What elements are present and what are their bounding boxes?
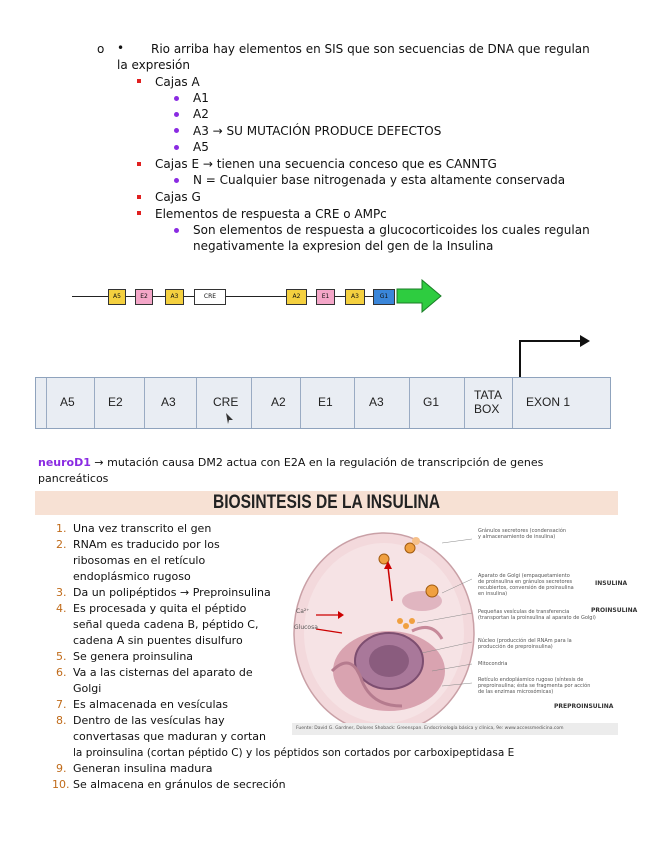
step-number: 2.: [56, 538, 67, 551]
stage-insulina: INSULINA: [595, 580, 628, 587]
step-number: 8.: [56, 714, 67, 727]
strip-label: E1: [318, 395, 333, 409]
step-text: RNAm es traducido por los: [73, 538, 220, 551]
purple-bullet-icon: [174, 96, 179, 101]
gene-box: G1: [373, 289, 395, 305]
intro-line: Rio arriba hay elementos en SIS que son secuencias de DNA que regulan: [151, 42, 590, 56]
beta-cell-figure: [292, 521, 638, 735]
step-text: Generan insulina madura: [73, 762, 213, 775]
dna-line: [184, 296, 194, 297]
purple-bullet-icon: [174, 178, 179, 183]
promoter-strip: [35, 377, 611, 429]
strip-label: A3: [369, 395, 384, 409]
purple-bullet-icon: [174, 128, 179, 133]
label-vesiculas: (transportan la proinsulina al aparato de Golgi): [478, 615, 596, 621]
gene-box: E1: [316, 289, 335, 305]
cre-elements: Elementos de respuesta a CRE o AMPc: [155, 207, 387, 221]
gene-box: A3: [345, 289, 365, 305]
dna-line: [153, 296, 165, 297]
step-text: Una vez transcrito el gen: [73, 522, 212, 535]
cajas-e: Cajas E → tienen una secuencia conceso que es CANNTG: [155, 157, 497, 171]
strip-divider: [354, 378, 355, 428]
outline-bullet-dot: •: [117, 41, 125, 55]
strip-label: G1: [423, 395, 440, 409]
step-text: ribosomas en el retículo: [73, 554, 206, 567]
step-text: Se genera proinsulina: [73, 650, 194, 663]
strip-divider: [196, 378, 197, 428]
step-text: señal queda cadena B, péptido C,: [73, 618, 259, 631]
dna-line: [72, 296, 108, 297]
strip-divider: [409, 378, 410, 428]
strip-label: E2: [108, 395, 123, 409]
neuro-line: [38, 455, 543, 471]
n-definition: N = Cualquier base nitrogenada y esta altamente conservada: [193, 173, 566, 187]
strip-divider: [512, 378, 513, 428]
gene-box: A2: [286, 289, 307, 305]
red-bullet-icon: [137, 79, 141, 83]
label-golgi: en insulina): [478, 591, 508, 597]
exon-arrow-icon: [396, 279, 442, 313]
gene-box: E2: [135, 289, 153, 305]
step-text: Va a las cisternas del aparato de: [73, 666, 253, 679]
label-glucosa: Glucosa: [294, 624, 318, 631]
neuro-text: → mutación causa DM2 actua con E2A en la regulación de transcripción de genes: [90, 456, 544, 469]
transcription-start-arrow-icon: [510, 333, 590, 379]
gene-box: A5: [108, 289, 126, 305]
strip-divider: [464, 378, 465, 428]
step-text: Da un polipéptidos → Preproinsulina: [73, 586, 271, 599]
strip-label-box: BOX: [474, 402, 500, 416]
label-nucleo: producción de preproinsulina): [478, 644, 553, 650]
step-number: 7.: [56, 698, 67, 711]
purple-bullet-icon: [174, 228, 179, 233]
step-number: 9.: [56, 762, 67, 775]
purple-bullet-icon: [174, 112, 179, 117]
step-text: cadena A sin puentes disulfuro: [73, 634, 243, 647]
stage-preproinsulina: PREPROINSULINA: [554, 703, 614, 710]
step-number: 5.: [56, 650, 67, 663]
step-number: 10.: [52, 778, 70, 791]
item-a2: A2: [193, 107, 209, 121]
intro-line: la expresión: [117, 58, 190, 72]
dna-line: [126, 296, 135, 297]
label-rer: Retículo endoplásmico rugoso (síntesis de: [478, 677, 584, 683]
gene-box: A3: [165, 289, 184, 305]
step-text: Se almacena en gránulos de secreción: [73, 778, 286, 791]
label-golgi: de proinsulina en gránulos secretores: [478, 579, 573, 585]
strip-label: CRE: [213, 395, 239, 409]
item-a1: A1: [193, 91, 209, 105]
strip-divider: [144, 378, 145, 428]
label-vesiculas: Pequeñas vesículas de transferencia: [478, 609, 570, 615]
step-text: Es almacenada en vesículas: [73, 698, 229, 711]
strip-divider: [300, 378, 301, 428]
neuro-line-2: pancreáticos: [38, 472, 109, 485]
gluco-line: Son elementos de respuesta a glucocorticoides los cuales regulan: [193, 223, 590, 237]
label-golgi: Aparato de Golgi (empaquetamiento: [478, 573, 570, 579]
item-a3: A3 → SU MUTACIÓN PRODUCE DEFECTOS: [193, 124, 442, 138]
outline-bullet-o: o: [97, 42, 105, 56]
section-title: BIOSINTESIS DE LA INSULINA: [212, 492, 441, 513]
label-rer: preproinsulina; ésta se fragmenta por acción: [478, 683, 591, 689]
cajas-a: Cajas A: [155, 75, 200, 89]
step-text: la proinsulina (cortan péptido C) y los péptidos son cortados por carboxipeptidasa E: [73, 747, 515, 759]
gene-box: CRE: [194, 289, 226, 305]
strip-label: A3: [161, 395, 176, 409]
step-text: Es procesada y quita el péptido: [73, 602, 247, 615]
step-number: 6.: [56, 666, 67, 679]
item-a5: A5: [193, 140, 209, 154]
label-granulos: Gránulos secretores (condensación: [478, 528, 567, 534]
gluco-line: negativamente la expresion del gen de la Insulina: [193, 239, 494, 253]
label-mitocondria: Mitocondria: [478, 661, 508, 667]
dna-line: [335, 296, 345, 297]
dna-line: [365, 296, 373, 297]
strip-divider: [46, 378, 47, 428]
stage-proinsulina: PROINSULINA: [591, 607, 638, 614]
strip-label: EXON 1: [526, 395, 571, 409]
red-bullet-icon: [137, 195, 141, 199]
cajas-g: Cajas G: [155, 190, 201, 204]
label-golgi: recubiertos, conversión de proinsulina: [478, 585, 574, 591]
label-granulos: y almacenamiento de insulina): [478, 534, 556, 540]
section-banner: [35, 491, 618, 515]
step-text: Dentro de las vesículas hay: [73, 714, 225, 727]
label-rer: de las enzimas microsómicas): [478, 689, 554, 695]
neurod1-term: neuroD1: [38, 456, 91, 469]
strip-label-tata: TATA: [474, 388, 502, 402]
step-number: 3.: [56, 586, 67, 599]
step-text: Golgi: [73, 682, 102, 695]
strip-divider: [94, 378, 95, 428]
red-bullet-icon: [137, 162, 141, 166]
dna-line: [226, 296, 286, 297]
step-text: convertasas que maduran y cortan: [73, 730, 266, 743]
strip-divider: [251, 378, 252, 428]
purple-bullet-icon: [174, 145, 179, 150]
cursor-icon: [226, 413, 234, 425]
step-text: endoplásmico rugoso: [73, 570, 191, 583]
label-nucleo: Núcleo (producción del RNAm para la: [478, 638, 572, 644]
strip-label: A5: [60, 395, 75, 409]
label-calcium: Ca²⁺: [296, 608, 310, 615]
figure-source: Fuente: David G. Gardner, Dolores Shoback: Greenspan. Endocrinología básica y clínica, 9e: www.accessmedicina.com: [296, 726, 564, 731]
dna-line: [307, 296, 316, 297]
step-number: 4.: [56, 602, 67, 615]
red-bullet-icon: [137, 211, 141, 215]
strip-label: A2: [271, 395, 286, 409]
step-number: 1.: [56, 522, 67, 535]
